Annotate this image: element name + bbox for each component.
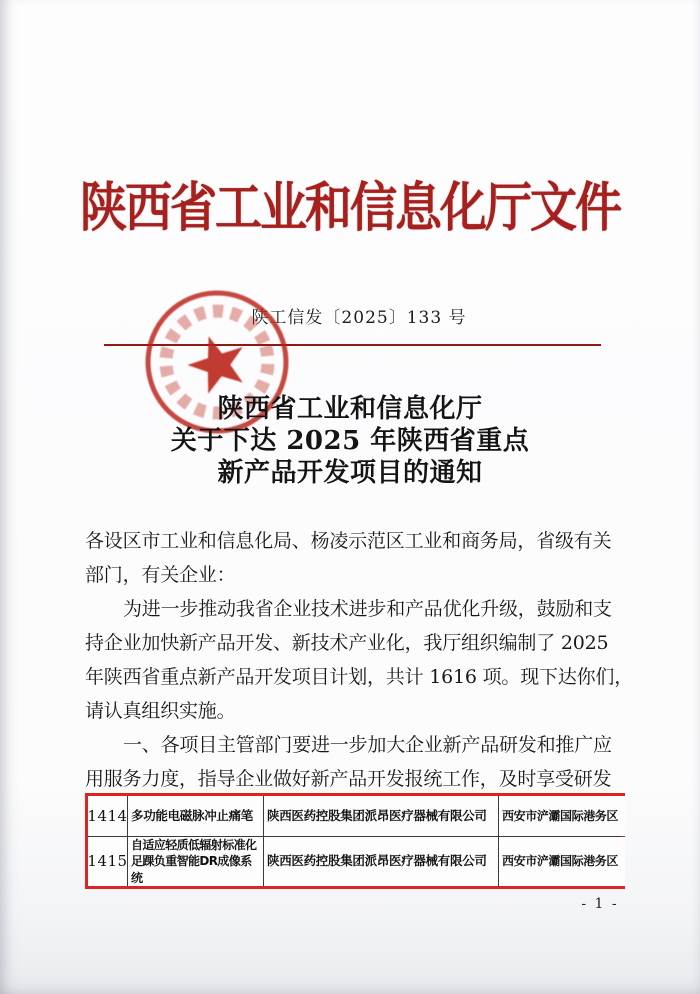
- body-line: 为进一步推动我省企业技术进步和产品优化升级，鼓励和支: [123, 598, 612, 620]
- cell-company-name: 陕西医药控股集团派昂医疗器械有限公司: [264, 837, 498, 886]
- cell-project-no: 1415: [88, 837, 127, 886]
- cell-district: 西安市浐灞国际港务区: [499, 837, 625, 886]
- notice-title-line: 关于下达 2025 年陕西省重点: [170, 426, 530, 456]
- projects-table: [85, 793, 625, 889]
- cell-product-name: 自适应轻质低辐射标准化足踝负重智能DR成像系统: [128, 837, 263, 886]
- page-number: - 1 -: [581, 896, 619, 912]
- body-line: 请认真组织实施。: [85, 700, 236, 722]
- body-text: [85, 524, 634, 796]
- body-line: 部门，有关企业：: [85, 564, 236, 586]
- body-line: 各设区市工业和信息化局、杨凌示范区工业和商务局，省级有关: [85, 530, 612, 552]
- body-paragraph-item-one: [85, 728, 621, 796]
- body-paragraph-intro: [85, 592, 634, 728]
- doc-number: 陕工信发〔2025〕133 号: [251, 308, 467, 328]
- letterhead-title: 陕西省工业和信息化厅文件: [80, 177, 620, 239]
- cell-company-name: 陕西医药控股集团派昂医疗器械有限公司: [264, 796, 498, 836]
- notice-title-line: 陕西省工业和信息化厅: [217, 394, 483, 424]
- body-line: 用服务力度，指导企业做好新产品开发报统工作，及时享受研发: [85, 768, 612, 790]
- notice-title: [0, 393, 700, 489]
- cell-product-name: 多功能电磁脉冲止痛笔: [128, 796, 263, 836]
- star-icon: [181, 327, 253, 397]
- cell-district: 西安市浐灞国际港务区: [499, 796, 625, 836]
- cell-project-no: 1414: [88, 796, 127, 836]
- body-line: 持企业加快新产品开发、新技术产业化，我厅组织编制了 2025: [85, 632, 609, 654]
- notice-title-line: 新产品开发项目的通知: [217, 458, 483, 488]
- body-paragraph-salutation: [85, 524, 621, 592]
- body-line: 一、各项目主管部门要进一步加大企业新产品研发和推广应: [123, 734, 612, 756]
- body-line: 年陕西省重点新产品开发项目计划，共计 1616 项。现下达你们，: [85, 666, 634, 688]
